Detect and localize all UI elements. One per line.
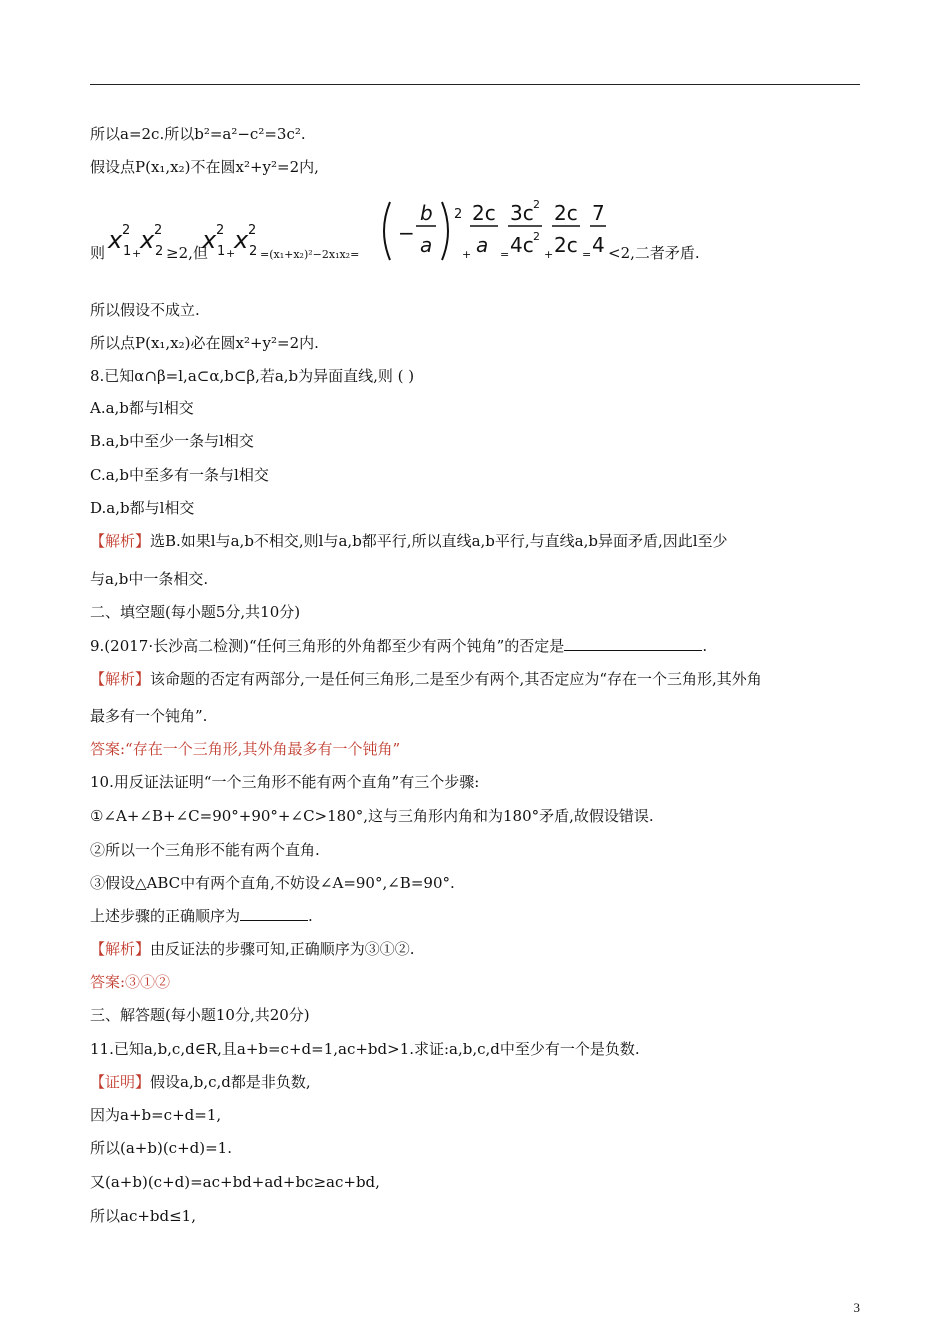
text-line: 所以点P(x₁,x₂)必在圆x²+y²=2内. (90, 334, 319, 352)
proof-11: 【证明】假设a,b,c,d都是非负数, (90, 1073, 311, 1091)
svg-text:2: 2 (248, 223, 257, 238)
question-9: 9.(2017·长沙高二检测)“任何三角形的外角都至少有两个钝角”的否定是 . (90, 637, 708, 655)
svg-text:+: + (544, 248, 554, 261)
analysis-9: 【解析】该命题的否定有两部分,一是任何三角形,二是至少有两个,其否定应为“存在一个三角形,其外角 (90, 670, 762, 688)
answer-blank (240, 906, 308, 921)
question-11: 11.已知a,b,c,d∈R,且a+b=c+d=1,ac+bd>1.求证:a,b,c,d中至少有一个是负数. (90, 1040, 640, 1058)
svg-text:2c: 2c (554, 233, 578, 257)
text-line: 所以a=2c.所以b²=a²−c²=3c². (90, 125, 306, 143)
answer-blank (564, 636, 702, 651)
formula-contradiction (90, 196, 790, 266)
analysis-8: 【解析】选B.如果l与a,b不相交,则l与a,b都平行,所以直线a,b平行,与直线a,b异面矛盾,因此l至少 (90, 532, 728, 550)
text-line: 因为a+b=c+d=1, (90, 1106, 222, 1124)
text-line: 所以假设不成立. (90, 301, 200, 319)
option-a: A.a,b都与l相交 (90, 399, 194, 417)
question-8: 8.已知α∩β=l,a⊂α,b⊂β,若a,b为异面直线,则 ( ) (90, 367, 415, 385)
svg-text:1: 1 (217, 244, 226, 259)
text-line: 所以(a+b)(c+d)=1. (90, 1139, 232, 1157)
svg-text:−: − (398, 221, 415, 245)
answer-10: 答案:③①② (90, 973, 171, 991)
section-heading: 三、解答题(每小题10分,共20分) (90, 1006, 310, 1024)
left-paren (384, 202, 390, 260)
right-paren (442, 202, 448, 260)
answer-9: 答案:“存在一个三角形,其外角最多有一个钝角” (90, 740, 401, 758)
analysis-tag: 【解析】 (90, 940, 151, 958)
text-line: 假设点P(x₁,x₂)不在圆x²+y²=2内, (90, 158, 319, 176)
analysis-tag: 【解析】 (90, 532, 151, 550)
svg-text:2c: 2c (472, 201, 496, 225)
svg-text:2: 2 (154, 223, 163, 238)
question-10-order: 上述步骤的正确顺序为 . (90, 907, 313, 925)
svg-text:+: + (132, 247, 142, 260)
svg-text:=: = (500, 248, 510, 261)
option-c: C.a,b中至多有一条与l相交 (90, 466, 269, 484)
svg-text:b: b (420, 201, 433, 225)
svg-text:2c: 2c (554, 201, 578, 225)
text-line: 最多有一个钝角”. (90, 707, 208, 725)
page-number: 3 (853, 1300, 860, 1315)
svg-text:a: a (476, 233, 489, 257)
svg-text:+: + (226, 247, 236, 260)
svg-text:x: x (234, 226, 249, 254)
svg-text:3c: 3c (510, 201, 534, 225)
svg-text:<2,二者矛盾.: <2,二者矛盾. (608, 244, 700, 262)
svg-text:a: a (420, 233, 433, 257)
svg-text:x: x (140, 226, 155, 254)
option-b: B.a,b中至少一条与l相交 (90, 432, 254, 450)
text-line: 又(a+b)(c+d)=ac+bd+ad+bc≥ac+bd, (90, 1173, 380, 1191)
text-line: 与a,b中一条相交. (90, 570, 209, 588)
step-2: ②所以一个三角形不能有两个直角. (90, 841, 320, 859)
svg-text:7: 7 (592, 201, 605, 225)
text-line: 所以ac+bd≤1, (90, 1207, 196, 1225)
svg-text:+: + (462, 248, 472, 261)
step-3: ③假设△ABC中有两个直角,不妨设∠A=90°,∠B=90°. (90, 874, 455, 892)
svg-text:=: = (582, 248, 592, 261)
svg-text:2: 2 (249, 244, 258, 259)
section-heading: 二、填空题(每小题5分,共10分) (90, 603, 301, 621)
svg-text:2: 2 (533, 230, 540, 243)
proof-tag: 【证明】 (90, 1073, 151, 1091)
svg-text:2: 2 (122, 223, 131, 238)
step-1: ①∠A+∠B+∠C=90°+90°+∠C>180°,这与三角形内角和为180°矛盾,故假设错误. (90, 807, 654, 825)
formula-prefix: 则 (90, 244, 106, 262)
svg-text:x: x (202, 226, 217, 254)
svg-text:2: 2 (454, 207, 463, 222)
svg-text:≥2,但: ≥2,但 (166, 244, 208, 262)
svg-text:4: 4 (592, 233, 605, 257)
analysis-10: 【解析】由反证法的步骤可知,正确顺序为③①②. (90, 940, 415, 958)
header-rule (90, 84, 860, 85)
option-d: D.a,b都与l相交 (90, 499, 195, 517)
analysis-tag: 【解析】 (90, 670, 151, 688)
svg-text:=(x₁+x₂)²−2x₁x₂=: =(x₁+x₂)²−2x₁x₂= (260, 248, 360, 261)
svg-text:1: 1 (123, 244, 132, 259)
svg-text:2: 2 (155, 244, 164, 259)
svg-text:4c: 4c (510, 233, 534, 257)
svg-text:x: x (108, 226, 123, 254)
svg-text:2: 2 (533, 198, 540, 211)
question-10: 10.用反证法证明“一个三角形不能有两个直角”有三个步骤: (90, 773, 480, 791)
svg-text:2: 2 (216, 223, 225, 238)
